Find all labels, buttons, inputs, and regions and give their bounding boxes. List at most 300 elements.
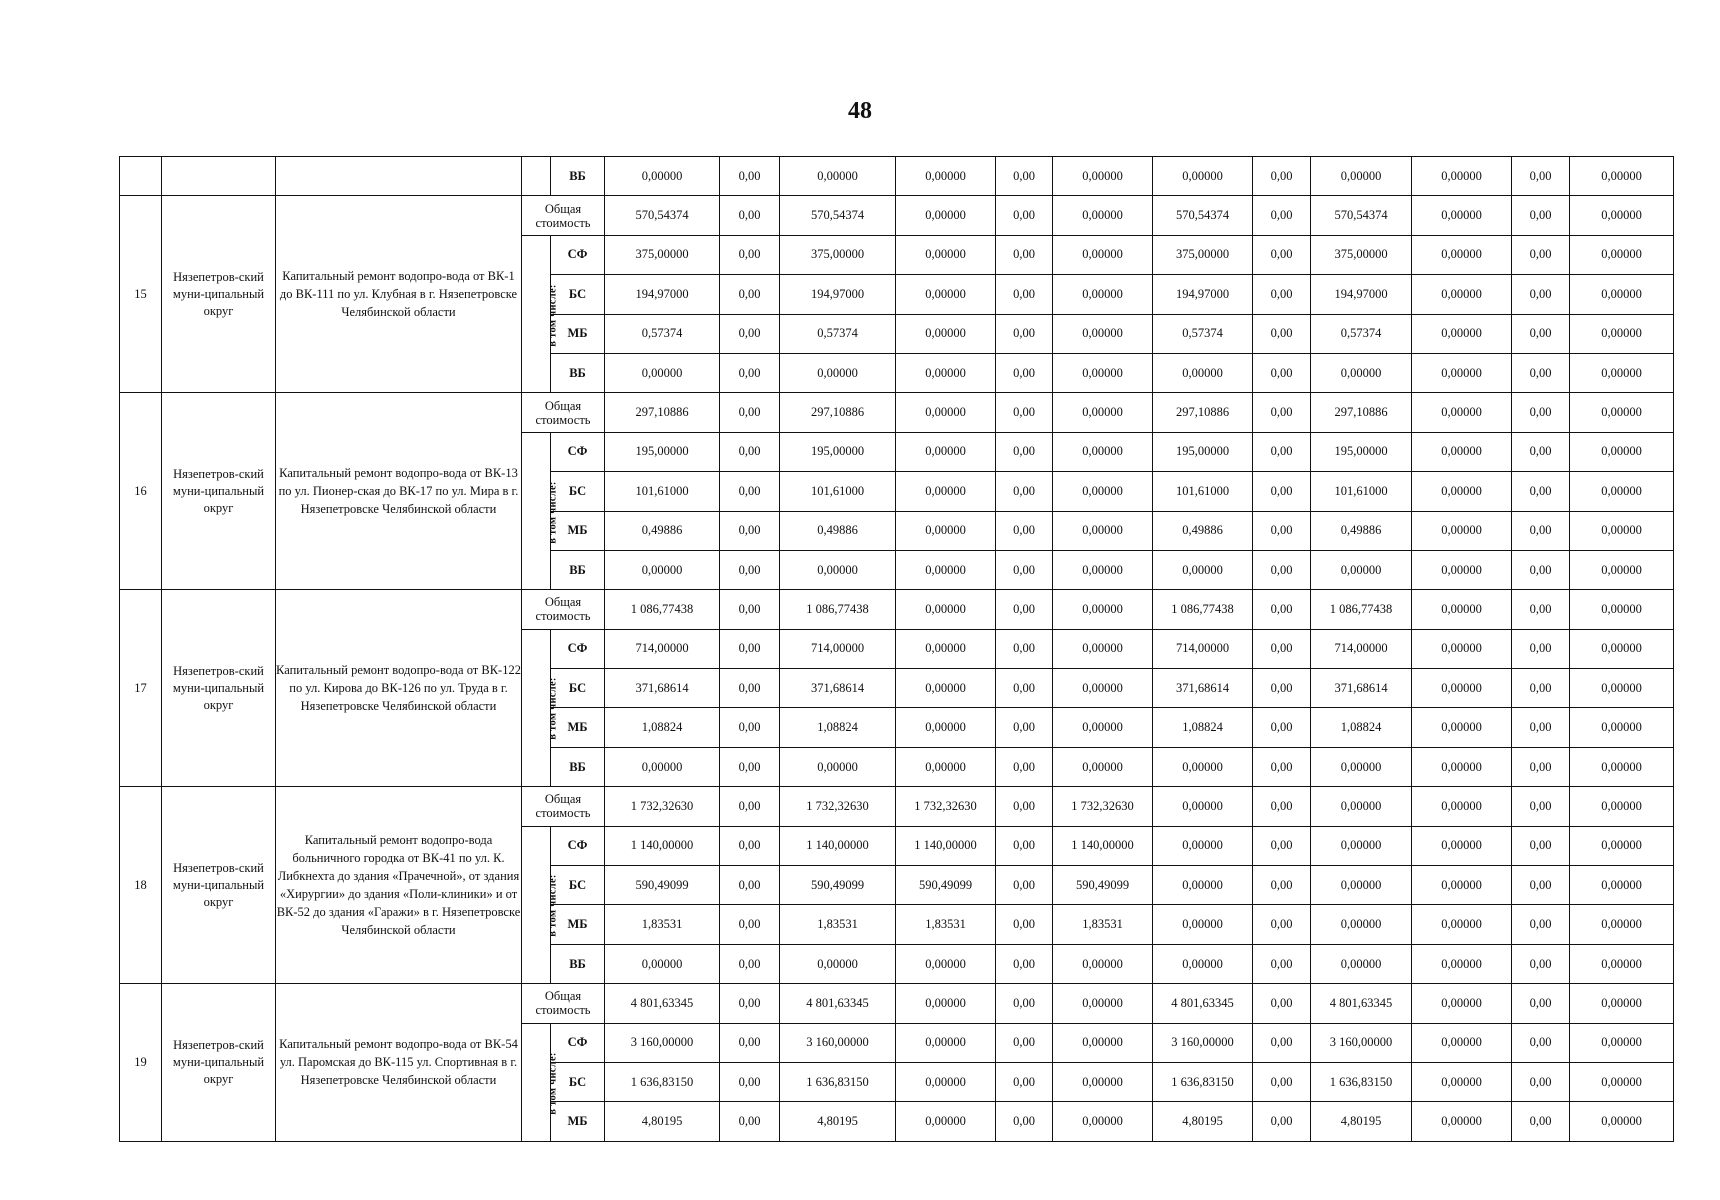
value-cell: 0,00 bbox=[996, 472, 1053, 511]
value-cell: 0,00 bbox=[1253, 944, 1311, 983]
value-cell: 0,00000 bbox=[1412, 550, 1512, 589]
source-label: СФ bbox=[551, 826, 605, 865]
source-label: МБ bbox=[551, 511, 605, 550]
value-cell: 1,83531 bbox=[896, 905, 996, 944]
value-cell: 0,57374 bbox=[1311, 314, 1412, 353]
value-cell: 0,49886 bbox=[1311, 511, 1412, 550]
value-cell: 194,97000 bbox=[780, 275, 896, 314]
in-total-text: в том числе: bbox=[547, 874, 559, 938]
value-cell: 371,68614 bbox=[1153, 669, 1253, 708]
municipality-cell: Нязепетров-ский муни-ципальный округ bbox=[162, 196, 276, 393]
value-cell: 371,68614 bbox=[605, 669, 720, 708]
value-cell: 0,00 bbox=[1512, 235, 1570, 274]
value-cell: 0,00000 bbox=[605, 550, 720, 589]
value-cell: 0,00000 bbox=[605, 353, 720, 392]
value-cell: 0,00000 bbox=[896, 353, 996, 392]
value-cell: 0,00 bbox=[996, 826, 1053, 865]
value-cell: 570,54374 bbox=[1153, 196, 1253, 235]
value-cell: 0,00 bbox=[1253, 669, 1311, 708]
value-cell: 0,00000 bbox=[1053, 432, 1153, 471]
value-cell: 0,00 bbox=[1253, 353, 1311, 392]
source-label: СФ bbox=[551, 629, 605, 668]
table-row bbox=[120, 787, 1674, 826]
value-cell: 0,00000 bbox=[1570, 984, 1674, 1023]
value-cell: 0,00 bbox=[1512, 629, 1570, 668]
value-cell: 0,00 bbox=[996, 1023, 1053, 1062]
value-cell: 0,00 bbox=[996, 905, 1053, 944]
value-cell: 195,00000 bbox=[780, 432, 896, 471]
value-cell: 1 140,00000 bbox=[1053, 826, 1153, 865]
value-cell: 590,49099 bbox=[780, 866, 896, 905]
value-cell: 1,83531 bbox=[605, 905, 720, 944]
value-cell: 0,00000 bbox=[1570, 235, 1674, 274]
value-cell: 0,00000 bbox=[1570, 511, 1674, 550]
value-cell: 0,00 bbox=[996, 550, 1053, 589]
value-cell: 0,00000 bbox=[1412, 669, 1512, 708]
value-cell: 0,00 bbox=[1253, 275, 1311, 314]
value-cell: 0,00 bbox=[996, 314, 1053, 353]
value-cell: 101,61000 bbox=[1153, 472, 1253, 511]
value-cell: 570,54374 bbox=[780, 196, 896, 235]
empty-cell bbox=[162, 157, 276, 196]
source-label: БС bbox=[551, 669, 605, 708]
value-cell: 0,00 bbox=[1253, 747, 1311, 786]
value-cell: 0,00 bbox=[720, 157, 780, 196]
value-cell: 0,00000 bbox=[605, 747, 720, 786]
value-cell: 0,00 bbox=[1512, 353, 1570, 392]
value-cell: 0,00 bbox=[1253, 708, 1311, 747]
value-cell: 0,00 bbox=[1253, 1062, 1311, 1101]
value-cell: 1 086,77438 bbox=[1311, 590, 1412, 629]
value-cell: 0,00000 bbox=[1412, 1102, 1512, 1141]
value-cell: 0,00000 bbox=[1570, 1023, 1674, 1062]
municipality-cell: Нязепетров-ский муни-ципальный округ bbox=[162, 393, 276, 590]
in-total-text: в том числе: bbox=[547, 1051, 559, 1115]
value-cell: 0,00000 bbox=[1570, 866, 1674, 905]
value-cell: 0,00 bbox=[996, 393, 1053, 432]
source-label: БС bbox=[551, 1062, 605, 1101]
value-cell: 375,00000 bbox=[1311, 235, 1412, 274]
value-cell: 0,00000 bbox=[1053, 944, 1153, 983]
value-cell: 0,00 bbox=[1253, 629, 1311, 668]
value-cell: 0,00 bbox=[996, 590, 1053, 629]
value-cell: 1 732,32630 bbox=[605, 787, 720, 826]
value-cell: 297,10886 bbox=[1153, 393, 1253, 432]
value-cell: 0,00000 bbox=[1570, 432, 1674, 471]
value-cell: 0,49886 bbox=[780, 511, 896, 550]
value-cell: 0,00000 bbox=[1412, 353, 1512, 392]
value-cell: 0,00 bbox=[720, 590, 780, 629]
value-cell: 0,00000 bbox=[1570, 393, 1674, 432]
value-cell: 0,00 bbox=[720, 1062, 780, 1101]
value-cell: 0,00 bbox=[996, 944, 1053, 983]
value-cell: 0,00000 bbox=[1153, 157, 1253, 196]
source-label: СФ bbox=[551, 1023, 605, 1062]
value-cell: 590,49099 bbox=[896, 866, 996, 905]
value-cell: 195,00000 bbox=[605, 432, 720, 471]
value-cell: 0,00000 bbox=[1053, 393, 1153, 432]
value-cell: 0,00000 bbox=[1153, 905, 1253, 944]
value-cell: 0,00000 bbox=[1311, 944, 1412, 983]
value-cell: 0,00 bbox=[996, 629, 1053, 668]
object-cell: Капитальный ремонт водопро-вода от ВК-54 ул. Паромская до ВК-115 ул. Спортивная в г. Нязепетровске Челябинской области bbox=[276, 984, 522, 1142]
value-cell: 0,00000 bbox=[896, 708, 996, 747]
value-cell: 0,00000 bbox=[896, 196, 996, 235]
value-cell: 570,54374 bbox=[1311, 196, 1412, 235]
value-cell: 0,00000 bbox=[896, 747, 996, 786]
municipality-cell: Нязепетров-ский муни-ципальный округ bbox=[162, 984, 276, 1142]
value-cell: 3 160,00000 bbox=[780, 1023, 896, 1062]
value-cell: 0,00000 bbox=[896, 1023, 996, 1062]
empty-cell bbox=[276, 157, 522, 196]
source-label: ВБ bbox=[551, 747, 605, 786]
value-cell: 0,00 bbox=[996, 353, 1053, 392]
value-cell: 0,00000 bbox=[1412, 275, 1512, 314]
value-cell: 0,00000 bbox=[1412, 905, 1512, 944]
value-cell: 0,00000 bbox=[1412, 393, 1512, 432]
value-cell: 0,00000 bbox=[1311, 787, 1412, 826]
value-cell: 0,00000 bbox=[1412, 472, 1512, 511]
value-cell: 0,00 bbox=[720, 472, 780, 511]
value-cell: 4 801,63345 bbox=[1311, 984, 1412, 1023]
value-cell: 0,00 bbox=[720, 550, 780, 589]
value-cell: 0,00 bbox=[996, 708, 1053, 747]
value-cell: 0,00000 bbox=[1412, 747, 1512, 786]
value-cell: 0,00000 bbox=[1053, 1102, 1153, 1141]
value-cell: 0,00 bbox=[996, 866, 1053, 905]
value-cell: 0,00000 bbox=[896, 472, 996, 511]
value-cell: 0,00 bbox=[1512, 550, 1570, 589]
value-cell: 4,80195 bbox=[1311, 1102, 1412, 1141]
value-cell: 0,00 bbox=[720, 669, 780, 708]
value-cell: 297,10886 bbox=[605, 393, 720, 432]
source-label: МБ bbox=[551, 1102, 605, 1141]
value-cell: 0,00000 bbox=[1053, 157, 1153, 196]
value-cell: 714,00000 bbox=[1311, 629, 1412, 668]
value-cell: 0,00 bbox=[1512, 708, 1570, 747]
value-cell: 0,00 bbox=[1253, 1102, 1311, 1141]
empty-cell bbox=[522, 157, 551, 196]
value-cell: 0,00000 bbox=[1412, 196, 1512, 235]
value-cell: 0,00 bbox=[720, 432, 780, 471]
value-cell: 3 160,00000 bbox=[1311, 1023, 1412, 1062]
value-cell: 0,00 bbox=[720, 984, 780, 1023]
value-cell: 0,00 bbox=[996, 511, 1053, 550]
value-cell: 0,00000 bbox=[1053, 1062, 1153, 1101]
value-cell: 0,00000 bbox=[1412, 590, 1512, 629]
value-cell: 0,00 bbox=[1253, 590, 1311, 629]
total-cost-label: Общая стоимость bbox=[522, 984, 605, 1023]
value-cell: 0,00 bbox=[1512, 590, 1570, 629]
source-label: БС bbox=[551, 472, 605, 511]
value-cell: 1 636,83150 bbox=[605, 1062, 720, 1101]
value-cell: 0,00 bbox=[720, 511, 780, 550]
value-cell: 0,00000 bbox=[1053, 1023, 1153, 1062]
value-cell: 0,00000 bbox=[1570, 747, 1674, 786]
value-cell: 0,57374 bbox=[605, 314, 720, 353]
in-total-text: в том числе: bbox=[547, 480, 559, 544]
in-total-label bbox=[522, 432, 559, 590]
value-cell: 0,00 bbox=[1512, 944, 1570, 983]
value-cell: 0,00 bbox=[1512, 1023, 1570, 1062]
value-cell: 0,00 bbox=[996, 196, 1053, 235]
value-cell: 0,00000 bbox=[1412, 157, 1512, 196]
project-number: 17 bbox=[120, 590, 162, 787]
value-cell: 0,00000 bbox=[1053, 472, 1153, 511]
table-row bbox=[120, 157, 1674, 196]
value-cell: 0,00 bbox=[720, 708, 780, 747]
value-cell: 0,00000 bbox=[1570, 826, 1674, 865]
table-body bbox=[120, 157, 1674, 1142]
value-cell: 0,00000 bbox=[1311, 747, 1412, 786]
value-cell: 1 732,32630 bbox=[1053, 787, 1153, 826]
total-cost-label: Общая стоимость bbox=[522, 787, 605, 826]
value-cell: 0,00000 bbox=[1311, 550, 1412, 589]
source-label: МБ bbox=[551, 905, 605, 944]
value-cell: 0,00 bbox=[1512, 393, 1570, 432]
in-total-label bbox=[522, 826, 559, 984]
value-cell: 0,00 bbox=[1512, 787, 1570, 826]
value-cell: 0,00000 bbox=[1053, 629, 1153, 668]
value-cell: 0,00 bbox=[996, 1062, 1053, 1101]
value-cell: 0,00 bbox=[1512, 196, 1570, 235]
value-cell: 0,00000 bbox=[1412, 235, 1512, 274]
value-cell: 0,00 bbox=[1253, 866, 1311, 905]
value-cell: 0,00000 bbox=[1570, 472, 1674, 511]
value-cell: 0,00000 bbox=[1570, 944, 1674, 983]
value-cell: 0,00000 bbox=[896, 944, 996, 983]
value-cell: 0,00000 bbox=[896, 275, 996, 314]
value-cell: 194,97000 bbox=[1311, 275, 1412, 314]
value-cell: 0,57374 bbox=[1153, 314, 1253, 353]
in-total-label bbox=[522, 629, 559, 787]
value-cell: 0,00 bbox=[996, 747, 1053, 786]
value-cell: 0,00000 bbox=[1053, 590, 1153, 629]
in-total-label bbox=[522, 235, 559, 393]
value-cell: 0,00000 bbox=[896, 669, 996, 708]
value-cell: 1,08824 bbox=[780, 708, 896, 747]
total-cost-label: Общая стоимость bbox=[522, 590, 605, 629]
value-cell: 0,00000 bbox=[896, 511, 996, 550]
value-cell: 0,00000 bbox=[1053, 353, 1153, 392]
value-cell: 4,80195 bbox=[780, 1102, 896, 1141]
project-number: 18 bbox=[120, 787, 162, 984]
value-cell: 1 086,77438 bbox=[780, 590, 896, 629]
value-cell: 1 140,00000 bbox=[780, 826, 896, 865]
value-cell: 0,00000 bbox=[1053, 550, 1153, 589]
value-cell: 1,83531 bbox=[1053, 905, 1153, 944]
value-cell: 0,00 bbox=[720, 629, 780, 668]
object-cell: Капитальный ремонт водопро-вода от ВК-1 до ВК-111 по ул. Клубная в г. Нязепетровске Челябинской области bbox=[276, 196, 522, 393]
value-cell: 0,00000 bbox=[1053, 747, 1153, 786]
value-cell: 4 801,63345 bbox=[1153, 984, 1253, 1023]
value-cell: 0,00000 bbox=[1570, 1062, 1674, 1101]
value-cell: 0,00000 bbox=[1570, 196, 1674, 235]
value-cell: 371,68614 bbox=[780, 669, 896, 708]
empty-cell bbox=[120, 157, 162, 196]
value-cell: 101,61000 bbox=[780, 472, 896, 511]
value-cell: 0,00 bbox=[996, 235, 1053, 274]
project-number: 15 bbox=[120, 196, 162, 393]
value-cell: 0,00 bbox=[1253, 314, 1311, 353]
value-cell: 4 801,63345 bbox=[605, 984, 720, 1023]
value-cell: 0,00000 bbox=[1570, 314, 1674, 353]
value-cell: 0,00 bbox=[720, 787, 780, 826]
value-cell: 375,00000 bbox=[605, 235, 720, 274]
value-cell: 0,00000 bbox=[780, 747, 896, 786]
value-cell: 0,00 bbox=[996, 787, 1053, 826]
source-label: МБ bbox=[551, 314, 605, 353]
value-cell: 371,68614 bbox=[1311, 669, 1412, 708]
value-cell: 0,00000 bbox=[1570, 550, 1674, 589]
value-cell: 0,00 bbox=[1512, 826, 1570, 865]
value-cell: 0,00 bbox=[1512, 472, 1570, 511]
value-cell: 0,00000 bbox=[1570, 157, 1674, 196]
value-cell: 0,00000 bbox=[1053, 275, 1153, 314]
value-cell: 101,61000 bbox=[1311, 472, 1412, 511]
source-label: ВБ bbox=[551, 353, 605, 392]
value-cell: 0,00000 bbox=[1570, 905, 1674, 944]
value-cell: 714,00000 bbox=[1153, 629, 1253, 668]
object-cell: Капитальный ремонт водопро-вода от ВК-13 по ул. Пионер-ская до ВК-17 по ул. Мира в г. Нязепетровске Челябинской области bbox=[276, 393, 522, 590]
value-cell: 0,00000 bbox=[1153, 866, 1253, 905]
value-cell: 0,00000 bbox=[1570, 669, 1674, 708]
in-total-text: в том числе: bbox=[547, 283, 559, 347]
value-cell: 1,08824 bbox=[1311, 708, 1412, 747]
value-cell: 0,00000 bbox=[1570, 275, 1674, 314]
value-cell: 0,00000 bbox=[1053, 708, 1153, 747]
value-cell: 0,00000 bbox=[1311, 353, 1412, 392]
value-cell: 0,00000 bbox=[1570, 787, 1674, 826]
value-cell: 0,00 bbox=[720, 944, 780, 983]
value-cell: 0,00 bbox=[1253, 432, 1311, 471]
value-cell: 4,80195 bbox=[605, 1102, 720, 1141]
value-cell: 570,54374 bbox=[605, 196, 720, 235]
value-cell: 1,83531 bbox=[780, 905, 896, 944]
value-cell: 0,00 bbox=[1253, 196, 1311, 235]
in-total-label bbox=[522, 1023, 559, 1141]
value-cell: 0,00 bbox=[996, 1102, 1053, 1141]
municipality-cell: Нязепетров-ский муни-ципальный округ bbox=[162, 590, 276, 787]
value-cell: 1 086,77438 bbox=[605, 590, 720, 629]
value-cell: 0,00000 bbox=[1311, 826, 1412, 865]
value-cell: 4,80195 bbox=[1153, 1102, 1253, 1141]
value-cell: 0,00 bbox=[1253, 1023, 1311, 1062]
value-cell: 0,00 bbox=[1512, 157, 1570, 196]
value-cell: 195,00000 bbox=[1311, 432, 1412, 471]
value-cell: 0,00 bbox=[720, 314, 780, 353]
total-cost-label: Общая стоимость bbox=[522, 393, 605, 432]
value-cell: 0,00000 bbox=[896, 984, 996, 1023]
value-cell: 0,00000 bbox=[896, 1102, 996, 1141]
value-cell: 0,00 bbox=[1253, 235, 1311, 274]
value-cell: 0,00 bbox=[1512, 314, 1570, 353]
value-cell: 1,08824 bbox=[605, 708, 720, 747]
value-cell: 0,00 bbox=[1253, 787, 1311, 826]
value-cell: 0,00 bbox=[720, 196, 780, 235]
value-cell: 194,97000 bbox=[1153, 275, 1253, 314]
value-cell: 0,00 bbox=[1512, 432, 1570, 471]
value-cell: 0,00000 bbox=[1153, 826, 1253, 865]
value-cell: 0,00 bbox=[1512, 275, 1570, 314]
object-cell: Капитальный ремонт водопро-вода от ВК-122 по ул. Кирова до ВК-126 по ул. Труда в г. Нязепетровске Челябинской области bbox=[276, 590, 522, 787]
value-cell: 375,00000 bbox=[1153, 235, 1253, 274]
value-cell: 1 140,00000 bbox=[896, 826, 996, 865]
value-cell: 0,00000 bbox=[605, 157, 720, 196]
value-cell: 0,00 bbox=[720, 1102, 780, 1141]
value-cell: 0,00 bbox=[1512, 747, 1570, 786]
value-cell: 0,00000 bbox=[896, 432, 996, 471]
value-cell: 0,00 bbox=[1512, 1062, 1570, 1101]
value-cell: 0,00 bbox=[720, 353, 780, 392]
value-cell: 0,00000 bbox=[1153, 944, 1253, 983]
value-cell: 0,00 bbox=[1512, 511, 1570, 550]
value-cell: 0,00000 bbox=[1412, 629, 1512, 668]
value-cell: 0,00 bbox=[1253, 511, 1311, 550]
value-cell: 0,00 bbox=[1253, 550, 1311, 589]
value-cell: 0,00000 bbox=[1570, 708, 1674, 747]
value-cell: 0,00000 bbox=[1570, 629, 1674, 668]
value-cell: 0,00000 bbox=[1412, 511, 1512, 550]
value-cell: 0,00000 bbox=[1311, 157, 1412, 196]
value-cell: 590,49099 bbox=[605, 866, 720, 905]
value-cell: 0,00000 bbox=[896, 235, 996, 274]
value-cell: 0,00000 bbox=[896, 629, 996, 668]
source-label: БС bbox=[551, 866, 605, 905]
in-total-text: в том числе: bbox=[547, 677, 559, 741]
table-row bbox=[120, 984, 1674, 1023]
value-cell: 0,00 bbox=[1512, 866, 1570, 905]
value-cell: 0,00000 bbox=[1153, 747, 1253, 786]
value-cell: 0,00000 bbox=[1412, 314, 1512, 353]
value-cell: 297,10886 bbox=[780, 393, 896, 432]
value-cell: 0,00 bbox=[1253, 157, 1311, 196]
value-cell: 0,00 bbox=[720, 1023, 780, 1062]
table-row bbox=[120, 196, 1674, 235]
value-cell: 375,00000 bbox=[780, 235, 896, 274]
source-label: СФ bbox=[551, 235, 605, 274]
value-cell: 4 801,63345 bbox=[780, 984, 896, 1023]
value-cell: 0,00 bbox=[720, 905, 780, 944]
value-cell: 0,00000 bbox=[896, 550, 996, 589]
value-cell: 1 732,32630 bbox=[896, 787, 996, 826]
value-cell: 0,00 bbox=[720, 826, 780, 865]
value-cell: 0,00000 bbox=[605, 944, 720, 983]
value-cell: 0,00 bbox=[720, 275, 780, 314]
value-cell: 0,00 bbox=[1512, 669, 1570, 708]
value-cell: 1 636,83150 bbox=[1153, 1062, 1253, 1101]
value-cell: 714,00000 bbox=[780, 629, 896, 668]
value-cell: 0,00 bbox=[996, 157, 1053, 196]
value-cell: 0,00 bbox=[1253, 472, 1311, 511]
value-cell: 0,00000 bbox=[1053, 196, 1153, 235]
object-cell: Капитальный ремонт водопро-вода больничного городка от ВК-41 по ул. К. Либкнехта до здания «Прачечной», от здания «Хирургии» до здания «Поли-клиники» и от ВК-52 до здания «Гаражи» в г. Нязепетровске Челябинской области bbox=[276, 787, 522, 984]
value-cell: 0,00 bbox=[1253, 984, 1311, 1023]
value-cell: 3 160,00000 bbox=[1153, 1023, 1253, 1062]
project-number: 19 bbox=[120, 984, 162, 1142]
project-number: 16 bbox=[120, 393, 162, 590]
table-row bbox=[120, 590, 1674, 629]
value-cell: 0,00000 bbox=[1412, 944, 1512, 983]
value-cell: 0,00000 bbox=[896, 1062, 996, 1101]
value-cell: 1 636,83150 bbox=[1311, 1062, 1412, 1101]
value-cell: 0,00000 bbox=[1412, 984, 1512, 1023]
value-cell: 0,00000 bbox=[780, 550, 896, 589]
value-cell: 0,00000 bbox=[1570, 353, 1674, 392]
value-cell: 1,08824 bbox=[1153, 708, 1253, 747]
value-cell: 0,00 bbox=[1512, 905, 1570, 944]
value-cell: 0,00000 bbox=[1570, 590, 1674, 629]
